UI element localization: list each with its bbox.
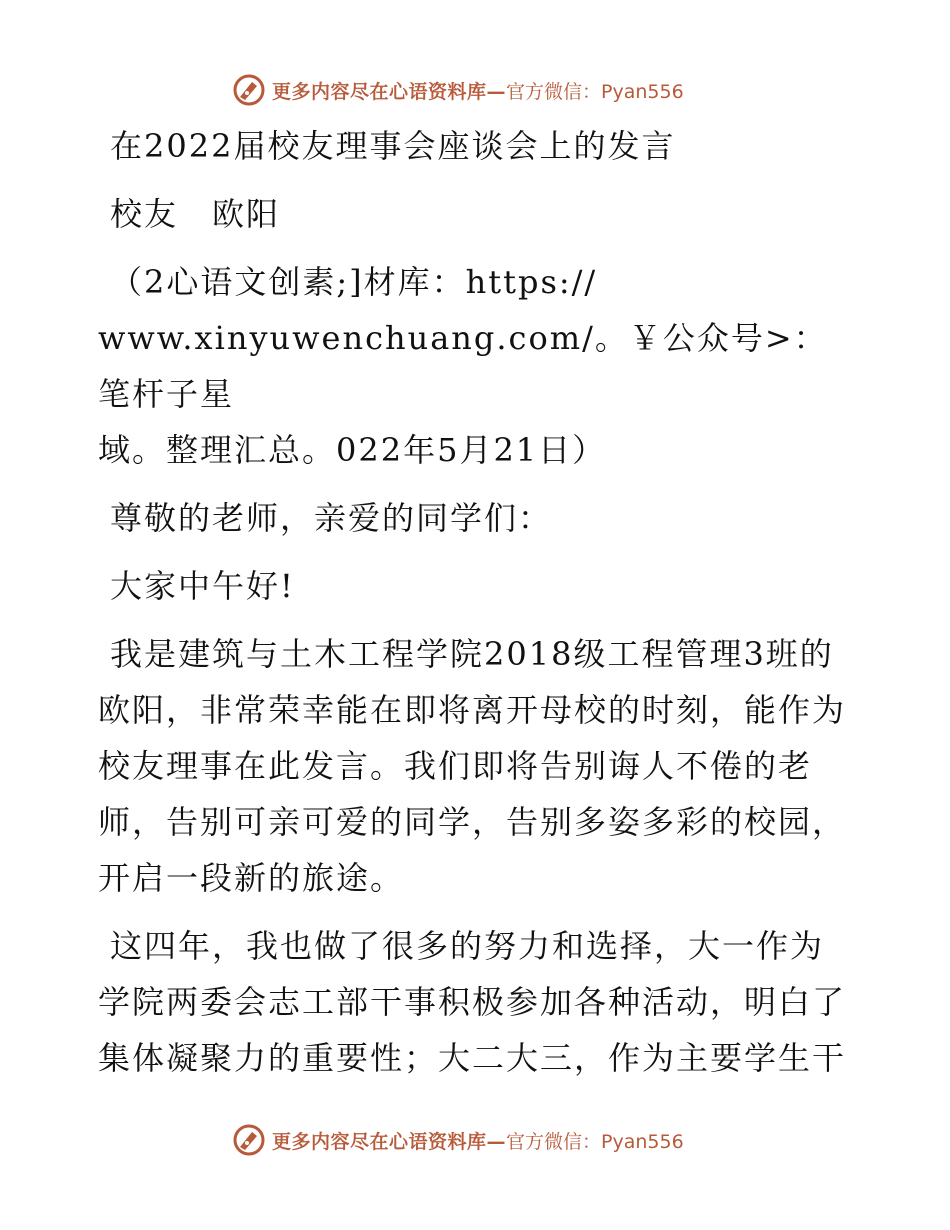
banner-wechat: 官方微信：Pyan556 [506,80,684,103]
paragraph-line: 开启一段新的旅途。 [98,859,405,897]
paragraph-line: 集体凝聚力的重要性；大二大三，作为主要学生干 [98,1039,847,1077]
paragraph-1 [98,626,850,906]
source-note [98,254,850,478]
paragraph-line: 校友理事在此发言。我们即将告别诲人不倦的老 [98,747,813,785]
pen-nib-circle-icon [232,1123,266,1157]
author-line: 校友 欧阳 [110,195,281,233]
banner-text: 更多内容尽在心语资料库— [272,1130,507,1153]
banner-text: 更多内容尽在心语资料库— [272,80,507,103]
source-line: 域。整理汇总。022年5月21日） [98,431,607,469]
paragraph-line: 学院两委会志工部干事积极参加各种活动，明白了 [98,983,847,1021]
source-line: （2心语文创素;]材库：https:// [110,263,598,301]
paragraph-line: 这四年，我也做了很多的努力和选择，大一作为 [110,927,825,965]
paragraph-line: 我是建筑与土木工程学院2018级工程管理3班的 [110,635,834,673]
document-title: 在2022届校友理事会座谈会上的发言 [110,127,676,165]
greeting: 尊敬的老师，亲爱的同学们： [110,499,553,537]
header-banner [232,70,732,110]
document-body [98,118,850,1086]
pen-nib-circle-icon [232,73,266,107]
banner-wechat: 官方微信：Pyan556 [506,1130,684,1153]
salutation: 大家中午好! [110,567,295,605]
source-line: www.xinyuwenchuang.com/。￥公众号>：笔杆子星 [98,319,828,413]
paragraph-line: 师，告别可亲可爱的同学，告别多姿多彩的校园， [98,803,847,841]
footer-banner [232,1120,732,1160]
paragraph-line: 欧阳，非常荣幸能在即将离开母校的时刻，能作为 [98,691,847,729]
paragraph-2 [98,918,850,1086]
